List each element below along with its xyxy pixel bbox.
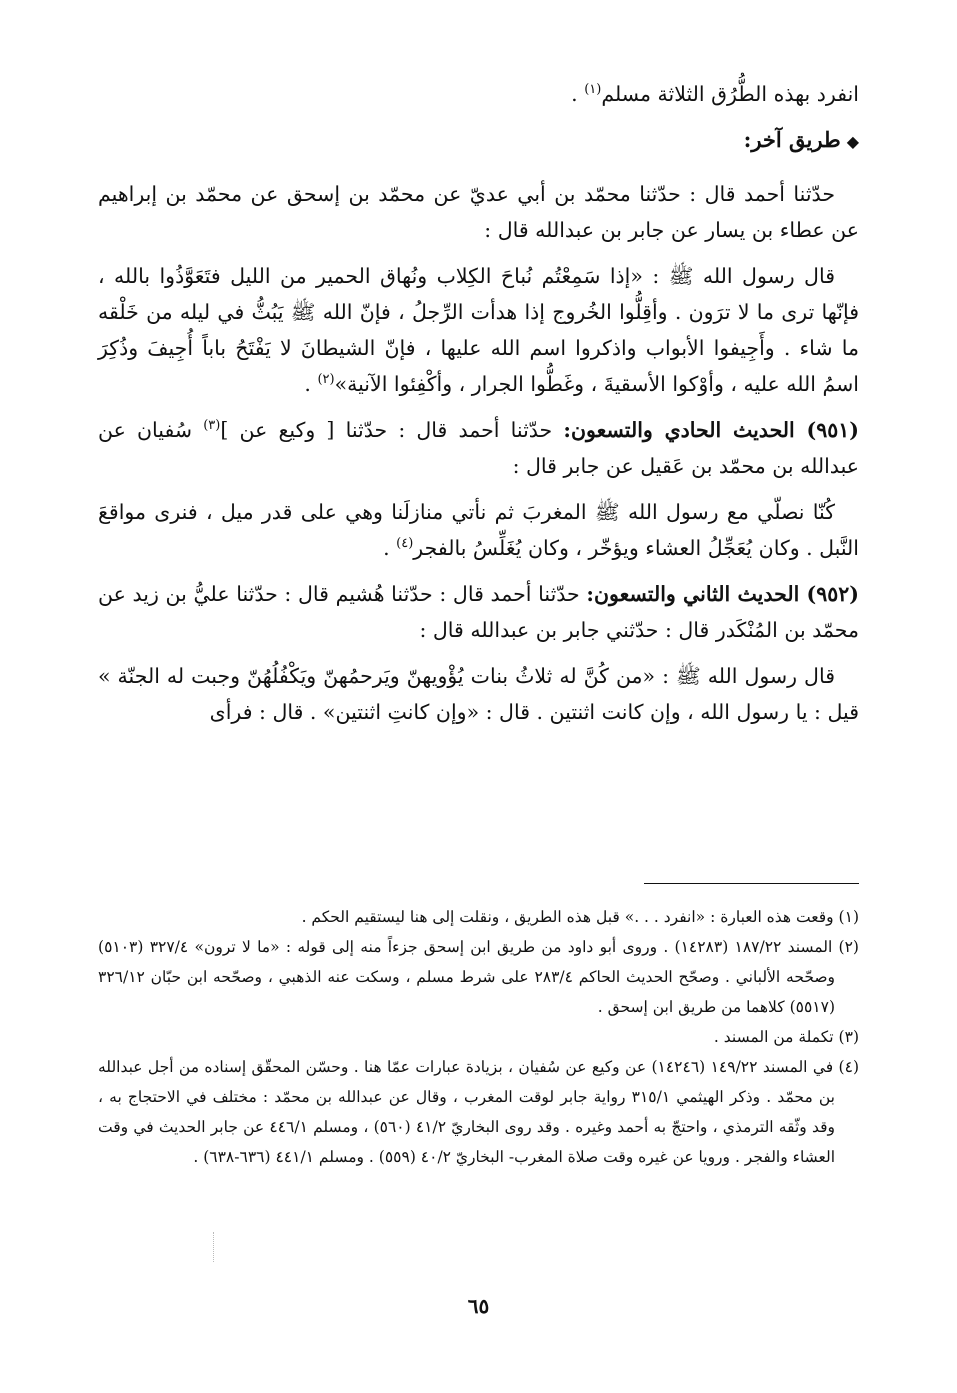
hadith-952-body: قال رسول الله ﷺ : «من كُنَّ له ثلاثُ بنات يُؤْويهنّ ويَرحمُهنّ ويَكْفُلُهُنّ وجبت له الجنّة » قيل : يا رسول الله ، وإن كانت اثنتين . قال : «وإن كانتِ اثنتين» . قال : فرأى [98, 664, 859, 724]
page-number: ٦٥ [467, 1294, 490, 1318]
scan-speck [213, 1232, 216, 1262]
hadith-952-isnad: (٩٥٢) الحديث الثاني والتسعون: حدّثنا أحمد قال : حدّثنا هُشيم قال : حدّثنا عليُّ بن زيد عن محمّد بن المُنْكَدر قال : حدّثني جابر بن عبدالله قال : [98, 582, 859, 642]
footnote-ref-4: (٤) [396, 536, 414, 552]
hadith-951-title: (٩٥١) الحديث الحادي والتسعون: [563, 418, 859, 442]
hadith-text-paragraph: قال رسول الله ﷺ : «إذا سَمِعْتُم نُباحَ الكِلاب ونُهاق الحمير من الليل فتَعَوَّذُوا بالله ، فإنّها ترى ما لا ترَون . وأقِلُّوا الخُروج إذا هدأت الرِّجلُ ، فإنّ الله ﷺ يَبُثُّ في ليله من خَلْقه ما شاء . وأَجِيفوا الأبواب واذكروا اسم الله عليها ، فإنّ الشيطانَ لا يَفْتَحُ باباً أُجِيفَ وذُكِرَ اسمُ الله عليه ، وأوْكوا الأسقيةَ ، وغَطُّوا الجرار ، وأكْفِئوا الآنية»$^{(٢)}$ . [98, 264, 859, 396]
intro-line: انفرد بهذه الطُّرُق الثلاثة مسلم$^{(١)}$ . [571, 82, 859, 106]
hadith-952-title: (٩٥٢) الحديث الثاني والتسعون: [586, 582, 859, 606]
footnote-ref-2: (٢) [317, 372, 335, 388]
isnad-paragraph: حدّثنا أحمد قال : حدّثنا محمّد بن أبي عديّ عن محمّد بن إسحق عن محمّد بن إبراهيم عن عطاء بن يسار عن جابر بن عبدالله قال : [98, 182, 859, 242]
footnote-2: (٢) المسند ١٨٧/٢٢ (١٤٢٨٣) . وروى أبو داود من طريق ابن إسحق جزءاً منه إلى قوله : «ما لا ترون» ٣٢٧/٤ (٥١٠٣) وصحّحه الألباني . وصحّح الحديث الحاكم ٢٨٣/٤ على شرط مسلم ، وسكت عنه الذهبي ، وصحّحه ابن حبّان ٣٢٦/١٢ (٥٥١٧) كلاهما من طريق ابن إسحق . [98, 938, 859, 1016]
footnote-ref-3: (٣) [203, 418, 221, 434]
diamond-icon: ◆ [846, 132, 859, 151]
footnote-1: (١) وقعت هذه العبارة : «انفرد . . .» قبل هذه الطريق ، ونقلت إلى هنا ليستقيم الحكم . [301, 908, 859, 926]
main-text [98, 76, 859, 730]
hadith-951-body: كُنّا نصلّي مع رسول الله ﷺ المغربَ ثم نأتي منازلَنا وهي على قدر ميل ، فنرى مواقعَ النَّبل . وكان يُعَجِّلُ العشاء ويؤخّر ، وكان يُغَلِّسُ بالفجر$^{(٤)}$ . [98, 500, 859, 560]
footnote-4: (٤) في المسند ١٤٩/٢٢ (١٤٢٤٦) عن وكيع عن سُفيان ، بزيادة عبارات عمّا هنا . وحسّن المحقّق إسناده من أجل عبدالله بن محمّد . وذكر الهيثمي ٣١٥/١ رواية جابر لوقت المغرب ، وقال عن عبدالله بن محمّد : مختلف في الاحتجاج به ، وقد وثّقه الترمذي ، واحتجّ به أحمد وغيره . وقد روى البخاريّ ٤١/٢ (٥٦٠) ، ومسلم ٤٤٦/١ عن جابر الحديث في وقت العشاء والفجر . ورويا عن غيره وقت صلاة المغرب- البخاريّ ٤٠/٢ (٥٥٩) . ومسلم ٤٤١/١ (٦٣٦-٦٣٨) . [98, 1058, 859, 1166]
footnotes [98, 902, 859, 1172]
footnote-ref-1: (١) [584, 82, 602, 98]
footnote-3: (٣) تكملة من المسند . [713, 1028, 859, 1046]
hadith-951-isnad: (٩٥١) الحديث الحادي والتسعون: حدّثنا أحمد قال : حدّثنا [ وكيع عن ]$^{(٣)}$ سُفيان عن عبدالله بن محمّد بن عَقيل عن جابر قال : [98, 418, 859, 478]
section-heading: ◆طريق آخر: [743, 127, 859, 152]
footnote-divider [644, 883, 859, 884]
